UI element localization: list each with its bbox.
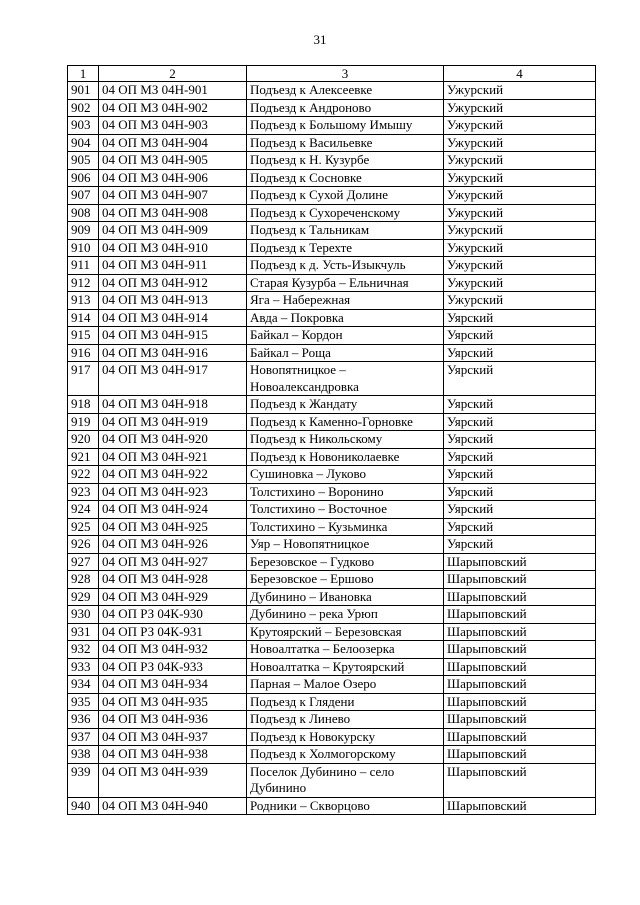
row-number-cell: 927 (68, 553, 99, 571)
table-row (68, 641, 596, 659)
row-number-cell: 911 (68, 257, 99, 275)
road-name-cell: Подъезд к Глядени (247, 693, 444, 711)
road-id-cell: 04 ОП РЗ 04К-930 (99, 606, 247, 624)
district-cell: Уярский (444, 413, 596, 431)
road-name-cell: Подъезд к Большому Имышу (247, 117, 444, 135)
district-cell: Шарыповский (444, 676, 596, 694)
row-number-cell: 916 (68, 344, 99, 362)
road-name-cell: Байкал – Кордон (247, 327, 444, 345)
row-number-cell: 924 (68, 501, 99, 519)
road-name-cell: Сушиновка – Луково (247, 466, 444, 484)
row-number-cell: 939 (68, 763, 99, 797)
row-number-cell: 919 (68, 413, 99, 431)
table-row (68, 327, 596, 345)
district-cell: Шарыповский (444, 693, 596, 711)
road-id-cell: 04 ОП МЗ 04Н-925 (99, 518, 247, 536)
row-number-cell: 923 (68, 483, 99, 501)
road-name-cell: Подъезд к Н. Кузурбе (247, 152, 444, 170)
road-name-cell: Толстихино – Воронино (247, 483, 444, 501)
district-cell: Ужурский (444, 169, 596, 187)
row-number-cell: 933 (68, 658, 99, 676)
row-number-cell: 928 (68, 571, 99, 589)
district-cell: Уярский (444, 362, 596, 396)
road-name-cell: Дубинино – Ивановка (247, 588, 444, 606)
road-name-cell: Парная – Малое Озеро (247, 676, 444, 694)
row-number-cell: 925 (68, 518, 99, 536)
table-row (68, 292, 596, 310)
road-id-cell: 04 ОП МЗ 04Н-920 (99, 431, 247, 449)
road-id-cell: 04 ОП МЗ 04Н-905 (99, 152, 247, 170)
table-row (68, 187, 596, 205)
table-row (68, 204, 596, 222)
road-name-cell: Новопятницкое – Новоалександровка (247, 362, 444, 396)
road-id-cell: 04 ОП МЗ 04Н-922 (99, 466, 247, 484)
district-cell: Уярский (444, 448, 596, 466)
road-id-cell: 04 ОП МЗ 04Н-907 (99, 187, 247, 205)
row-number-cell: 913 (68, 292, 99, 310)
table-row (68, 274, 596, 292)
road-name-cell: Дубинино – река Урюп (247, 606, 444, 624)
table-row (68, 693, 596, 711)
district-cell: Шарыповский (444, 797, 596, 815)
road-name-cell: Уяр – Новопятницкое (247, 536, 444, 554)
road-id-cell: 04 ОП МЗ 04Н-910 (99, 239, 247, 257)
road-name-cell: Яга – Набережная (247, 292, 444, 310)
table-row (68, 588, 596, 606)
district-cell: Шарыповский (444, 763, 596, 797)
row-number-cell: 914 (68, 309, 99, 327)
table-row (68, 448, 596, 466)
row-number-cell: 929 (68, 588, 99, 606)
row-number-cell: 917 (68, 362, 99, 396)
road-name-cell: Подъезд к Линево (247, 711, 444, 729)
row-number-cell: 936 (68, 711, 99, 729)
road-id-cell: 04 ОП МЗ 04Н-937 (99, 728, 247, 746)
row-number-cell: 926 (68, 536, 99, 554)
road-id-cell: 04 ОП МЗ 04Н-935 (99, 693, 247, 711)
table-row (68, 763, 596, 797)
road-name-cell: Поселок Дубинино – село Дубинино (247, 763, 444, 797)
table-row (68, 518, 596, 536)
district-cell: Шарыповский (444, 606, 596, 624)
table-row (68, 711, 596, 729)
column-header-4: 4 (444, 66, 596, 82)
road-id-cell: 04 ОП МЗ 04Н-913 (99, 292, 247, 310)
road-name-cell: Подъезд к д. Усть-Изыкчуль (247, 257, 444, 275)
page-number: 31 (313, 32, 327, 47)
table-row (68, 536, 596, 554)
road-id-cell: 04 ОП МЗ 04Н-932 (99, 641, 247, 659)
row-number-cell: 937 (68, 728, 99, 746)
road-name-cell: Подъезд к Васильевке (247, 134, 444, 152)
road-id-cell: 04 ОП МЗ 04Н-926 (99, 536, 247, 554)
row-number-cell: 912 (68, 274, 99, 292)
row-number-cell: 930 (68, 606, 99, 624)
table-row (68, 746, 596, 764)
row-number-cell: 909 (68, 222, 99, 240)
district-cell: Уярский (444, 396, 596, 414)
row-number-cell: 915 (68, 327, 99, 345)
road-id-cell: 04 ОП МЗ 04Н-912 (99, 274, 247, 292)
table-row (68, 571, 596, 589)
district-cell: Уярский (444, 431, 596, 449)
table-row (68, 82, 596, 100)
table-row (68, 606, 596, 624)
row-number-cell: 918 (68, 396, 99, 414)
district-cell: Шарыповский (444, 588, 596, 606)
road-name-cell: Березовское – Ершово (247, 571, 444, 589)
table-row (68, 117, 596, 135)
row-number-cell: 940 (68, 797, 99, 815)
road-id-cell: 04 ОП МЗ 04Н-903 (99, 117, 247, 135)
column-header-3: 3 (247, 66, 444, 82)
road-id-cell: 04 ОП МЗ 04Н-911 (99, 257, 247, 275)
district-cell: Ужурский (444, 274, 596, 292)
district-cell: Уярский (444, 536, 596, 554)
road-name-cell: Подъезд к Сухореченскому (247, 204, 444, 222)
road-name-cell: Новоалтатка – Крутоярский (247, 658, 444, 676)
road-name-cell: Старая Кузурба – Ельничная (247, 274, 444, 292)
table-header-row (68, 66, 596, 82)
road-id-cell: 04 ОП МЗ 04Н-929 (99, 588, 247, 606)
road-id-cell: 04 ОП МЗ 04Н-916 (99, 344, 247, 362)
table-row (68, 99, 596, 117)
road-id-cell: 04 ОП МЗ 04Н-924 (99, 501, 247, 519)
district-cell: Ужурский (444, 292, 596, 310)
road-name-cell: Подъезд к Алексеевке (247, 82, 444, 100)
district-cell: Шарыповский (444, 623, 596, 641)
row-number-cell: 931 (68, 623, 99, 641)
district-cell: Ужурский (444, 187, 596, 205)
district-cell: Ужурский (444, 239, 596, 257)
table-row (68, 169, 596, 187)
district-cell: Уярский (444, 344, 596, 362)
table-row (68, 483, 596, 501)
district-cell: Шарыповский (444, 711, 596, 729)
table-row (68, 134, 596, 152)
district-cell: Шарыповский (444, 746, 596, 764)
district-cell: Уярский (444, 518, 596, 536)
table-row (68, 362, 596, 396)
road-id-cell: 04 ОП МЗ 04Н-902 (99, 99, 247, 117)
table-row (68, 501, 596, 519)
table-row (68, 553, 596, 571)
road-id-cell: 04 ОП МЗ 04Н-909 (99, 222, 247, 240)
road-id-cell: 04 ОП МЗ 04Н-917 (99, 362, 247, 396)
road-id-cell: 04 ОП МЗ 04Н-919 (99, 413, 247, 431)
road-id-cell: 04 ОП МЗ 04Н-936 (99, 711, 247, 729)
road-name-cell: Подъезд к Сосновке (247, 169, 444, 187)
table-row (68, 239, 596, 257)
table-row (68, 257, 596, 275)
table-row (68, 623, 596, 641)
table-row (68, 658, 596, 676)
road-name-cell: Родники – Скворцово (247, 797, 444, 815)
road-name-cell: Подъезд к Терехте (247, 239, 444, 257)
road-name-cell: Авда – Покровка (247, 309, 444, 327)
district-cell: Ужурский (444, 204, 596, 222)
roads-table (67, 65, 596, 815)
district-cell: Шарыповский (444, 658, 596, 676)
table-row (68, 466, 596, 484)
road-id-cell: 04 ОП МЗ 04Н-908 (99, 204, 247, 222)
district-cell: Ужурский (444, 257, 596, 275)
row-number-cell: 935 (68, 693, 99, 711)
road-name-cell: Подъезд к Новокурску (247, 728, 444, 746)
road-id-cell: 04 ОП МЗ 04Н-940 (99, 797, 247, 815)
road-name-cell: Подъезд к Андроново (247, 99, 444, 117)
row-number-cell: 932 (68, 641, 99, 659)
road-id-cell: 04 ОП МЗ 04Н-934 (99, 676, 247, 694)
column-header-1: 1 (68, 66, 99, 82)
road-name-cell: Подъезд к Никольскому (247, 431, 444, 449)
district-cell: Шарыповский (444, 728, 596, 746)
row-number-cell: 934 (68, 676, 99, 694)
road-name-cell: Березовское – Гудково (247, 553, 444, 571)
road-id-cell: 04 ОП МЗ 04Н-914 (99, 309, 247, 327)
district-cell: Уярский (444, 501, 596, 519)
table-row (68, 222, 596, 240)
road-name-cell: Подъезд к Холмогорскому (247, 746, 444, 764)
road-name-cell: Байкал – Роща (247, 344, 444, 362)
road-id-cell: 04 ОП МЗ 04Н-927 (99, 553, 247, 571)
district-cell: Ужурский (444, 134, 596, 152)
row-number-cell: 906 (68, 169, 99, 187)
district-cell: Ужурский (444, 117, 596, 135)
road-name-cell: Подъезд к Сухой Долине (247, 187, 444, 205)
road-name-cell: Подъезд к Каменно-Горновке (247, 413, 444, 431)
road-id-cell: 04 ОП МЗ 04Н-904 (99, 134, 247, 152)
road-id-cell: 04 ОП МЗ 04Н-918 (99, 396, 247, 414)
table-row (68, 413, 596, 431)
road-id-cell: 04 ОП МЗ 04Н-928 (99, 571, 247, 589)
road-id-cell: 04 ОП МЗ 04Н-923 (99, 483, 247, 501)
road-id-cell: 04 ОП РЗ 04К-931 (99, 623, 247, 641)
row-number-cell: 921 (68, 448, 99, 466)
table-body (68, 66, 596, 815)
table-row (68, 728, 596, 746)
row-number-cell: 920 (68, 431, 99, 449)
row-number-cell: 938 (68, 746, 99, 764)
row-number-cell: 907 (68, 187, 99, 205)
road-id-cell: 04 ОП МЗ 04Н-921 (99, 448, 247, 466)
road-name-cell: Подъезд к Новониколаевке (247, 448, 444, 466)
table-row (68, 344, 596, 362)
row-number-cell: 903 (68, 117, 99, 135)
row-number-cell: 910 (68, 239, 99, 257)
road-name-cell: Крутоярский – Березовская (247, 623, 444, 641)
road-name-cell: Толстихино – Кузьминка (247, 518, 444, 536)
district-cell: Шарыповский (444, 641, 596, 659)
table-row (68, 396, 596, 414)
district-cell: Шарыповский (444, 571, 596, 589)
road-id-cell: 04 ОП МЗ 04Н-915 (99, 327, 247, 345)
table-row (68, 676, 596, 694)
row-number-cell: 905 (68, 152, 99, 170)
district-cell: Уярский (444, 309, 596, 327)
table-row (68, 797, 596, 815)
district-cell: Уярский (444, 327, 596, 345)
column-header-2: 2 (99, 66, 247, 82)
road-id-cell: 04 ОП РЗ 04К-933 (99, 658, 247, 676)
road-id-cell: 04 ОП МЗ 04Н-938 (99, 746, 247, 764)
row-number-cell: 908 (68, 204, 99, 222)
road-name-cell: Толстихино – Восточное (247, 501, 444, 519)
row-number-cell: 904 (68, 134, 99, 152)
district-cell: Ужурский (444, 152, 596, 170)
table-row (68, 152, 596, 170)
road-id-cell: 04 ОП МЗ 04Н-906 (99, 169, 247, 187)
road-id-cell: 04 ОП МЗ 04Н-901 (99, 82, 247, 100)
row-number-cell: 902 (68, 99, 99, 117)
row-number-cell: 922 (68, 466, 99, 484)
row-number-cell: 901 (68, 82, 99, 100)
district-cell: Уярский (444, 483, 596, 501)
road-id-cell: 04 ОП МЗ 04Н-939 (99, 763, 247, 797)
road-name-cell: Подъезд к Тальникам (247, 222, 444, 240)
road-name-cell: Новоалтатка – Белоозерка (247, 641, 444, 659)
district-cell: Уярский (444, 466, 596, 484)
table-row (68, 309, 596, 327)
district-cell: Ужурский (444, 82, 596, 100)
district-cell: Ужурский (444, 99, 596, 117)
district-cell: Ужурский (444, 222, 596, 240)
district-cell: Шарыповский (444, 553, 596, 571)
road-name-cell: Подъезд к Жандату (247, 396, 444, 414)
table-row (68, 431, 596, 449)
